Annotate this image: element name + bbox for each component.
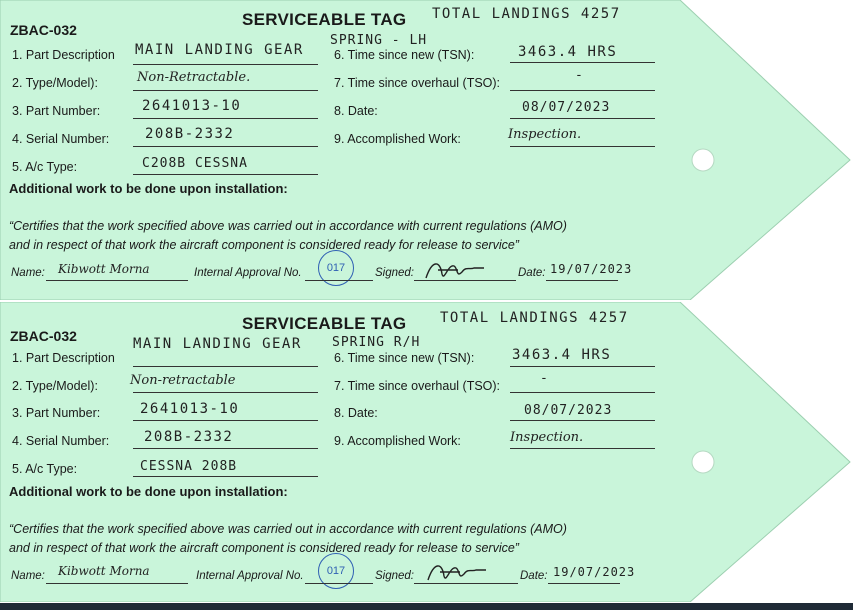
value-serial-number: 208B-2332 — [144, 429, 234, 445]
field-line — [133, 366, 318, 367]
label-accomplished-work: 9. Accomplished Work: — [334, 434, 461, 448]
value-tsn: 3463.4 HRS — [512, 347, 612, 363]
label-part-description: 1. Part Description — [12, 48, 115, 62]
label-date: 8. Date: — [334, 104, 378, 118]
signature-date-value: 19/07/2023 — [550, 262, 633, 276]
field-line — [414, 280, 516, 281]
name-label: Name: — [11, 570, 45, 582]
additional-work-heading: Additional work to be done upon installation: — [9, 484, 288, 499]
label-serial-number: 4. Serial Number: — [12, 434, 110, 448]
field-line — [46, 280, 188, 281]
field-line — [548, 583, 620, 584]
field-line — [133, 392, 318, 393]
signed-label: Signed: — [375, 570, 415, 582]
label-type-model: 2. Type/Model): — [12, 76, 98, 90]
value-date: 08/07/2023 — [522, 100, 611, 115]
label-tso: 7. Time since overhaul (TSO): — [334, 379, 501, 393]
name-value: Kibwott Morna — [58, 564, 150, 578]
certification-line-1: “Certifies that the work specified above was carried out in accordance with current regulations (AMO) — [9, 522, 567, 536]
additional-work-heading: Additional work to be done upon installation: — [9, 181, 288, 196]
label-ac-type: 5. A/c Type: — [12, 462, 78, 476]
tag-title: SERVICEABLE TAG — [242, 314, 407, 333]
label-ac-type: 5. A/c Type: — [12, 160, 78, 174]
value-ac-type: CESSNA 208B — [140, 459, 238, 474]
field-line — [133, 146, 318, 147]
field-line — [546, 280, 618, 281]
name-label: Name: — [11, 267, 45, 279]
handwritten-total-landings: TOTAL LANDINGS 4257 — [432, 6, 621, 22]
tag-code: ZBAC-032 — [10, 328, 77, 344]
field-line — [305, 583, 373, 584]
signature-date-value: 19/07/2023 — [553, 565, 636, 579]
label-serial-number: 4. Serial Number: — [12, 132, 110, 146]
tag-background — [0, 302, 853, 602]
value-part-description-suffix: SPRING R/H — [332, 335, 421, 350]
signature — [418, 256, 488, 286]
taskbar — [0, 603, 853, 610]
field-line — [510, 118, 655, 119]
value-type-model: Non-Retractable. — [137, 70, 251, 85]
name-value: Kibwott Morna — [58, 262, 150, 276]
label-tsn: 6. Time since new (TSN): — [334, 351, 475, 365]
field-line — [510, 448, 655, 449]
field-line — [133, 476, 318, 477]
value-accomplished-work: Inspection. — [510, 430, 584, 445]
certification-line-2: and in respect of that work the aircraft component is considered ready for release to service” — [9, 541, 519, 555]
value-tsn: 3463.4 HRS — [518, 44, 618, 60]
tag-title: SERVICEABLE TAG — [242, 10, 407, 29]
value-tso: - — [575, 68, 584, 83]
approval-stamp: 017 — [318, 250, 354, 286]
value-part-description: MAIN LANDING GEAR — [133, 336, 302, 352]
date-label: Date: — [520, 570, 548, 582]
label-date: 8. Date: — [334, 406, 378, 420]
field-line — [414, 583, 518, 584]
field-line — [133, 64, 318, 65]
value-tso: - — [540, 371, 549, 386]
certification-line-1: “Certifies that the work specified above was carried out in accordance with current regulations (AMO) — [9, 219, 567, 233]
value-part-number: 2641013-10 — [142, 98, 242, 114]
label-type-model: 2. Type/Model): — [12, 379, 98, 393]
signed-label: Signed: — [375, 267, 415, 279]
certification-line-2: and in respect of that work the aircraft component is considered ready for release to service” — [9, 238, 519, 252]
serviceable-tag-1 — [0, 0, 853, 300]
date-label: Date: — [518, 267, 546, 279]
value-part-description: MAIN LANDING GEAR — [135, 42, 304, 58]
tag-code: ZBAC-032 — [10, 22, 77, 38]
field-line — [305, 280, 373, 281]
value-type-model: Non-retractable — [130, 373, 236, 388]
label-tsn: 6. Time since new (TSN): — [334, 48, 475, 62]
approval-stamp: 017 — [318, 553, 354, 589]
field-line — [46, 583, 188, 584]
label-part-number: 3. Part Number: — [12, 104, 101, 118]
value-part-number: 2641013-10 — [140, 401, 240, 417]
serviceable-tag-2 — [0, 302, 853, 602]
field-line — [133, 118, 318, 119]
value-ac-type: C208B CESSNA — [142, 156, 248, 171]
field-line — [510, 90, 655, 91]
label-tso: 7. Time since overhaul (TSO): — [334, 76, 501, 90]
field-line — [510, 420, 655, 421]
internal-approval-label: Internal Approval No. — [194, 267, 302, 279]
internal-approval-label: Internal Approval No. — [196, 570, 304, 582]
field-line — [510, 62, 655, 63]
value-date: 08/07/2023 — [524, 403, 613, 418]
field-line — [133, 420, 318, 421]
label-part-description: 1. Part Description — [12, 351, 115, 365]
field-line — [510, 392, 655, 393]
value-accomplished-work: Inspection. — [508, 127, 582, 142]
field-line — [510, 146, 655, 147]
value-part-description-suffix: SPRING - LH — [330, 33, 428, 48]
handwritten-total-landings: TOTAL LANDINGS 4257 — [440, 310, 629, 326]
field-line — [133, 174, 318, 175]
field-line — [133, 90, 318, 91]
label-accomplished-work: 9. Accomplished Work: — [334, 132, 461, 146]
value-serial-number: 208B-2332 — [145, 126, 235, 142]
field-line — [510, 366, 655, 367]
field-line — [133, 448, 318, 449]
label-part-number: 3. Part Number: — [12, 406, 101, 420]
